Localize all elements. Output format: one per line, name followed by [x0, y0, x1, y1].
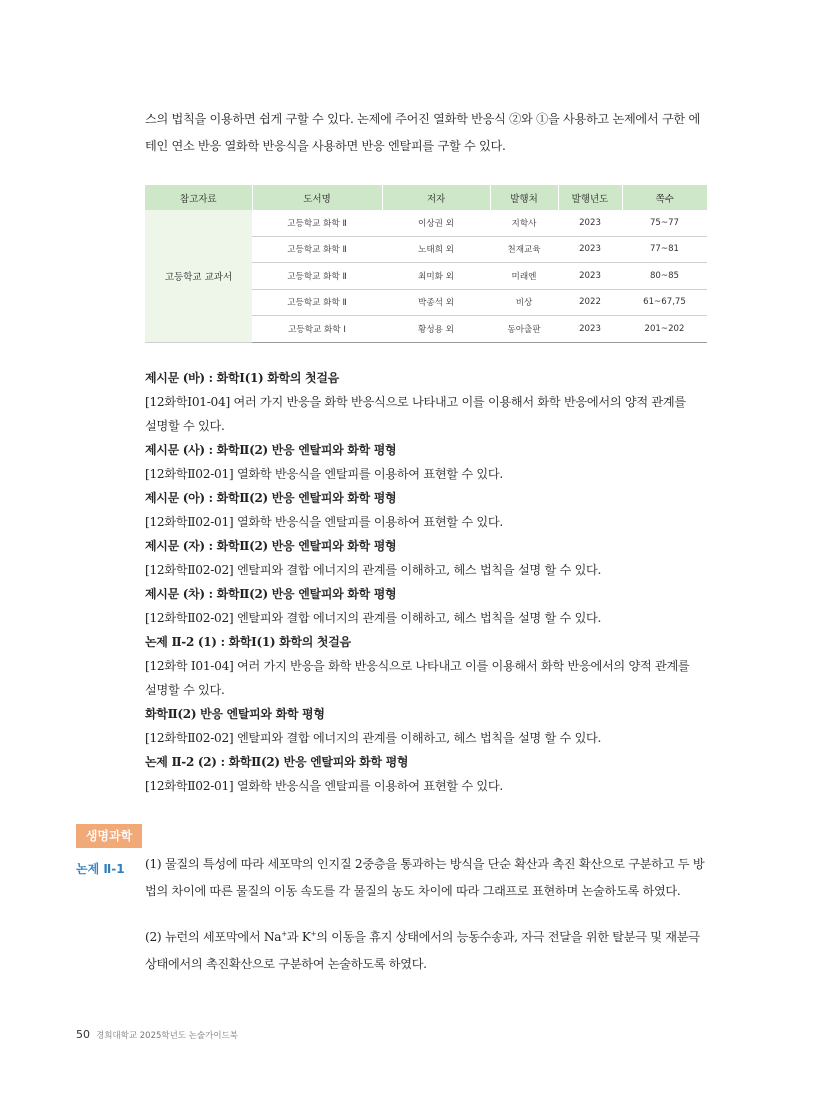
question-label: 논제 Ⅱ-1	[76, 862, 125, 876]
table-cell: 황성용 외	[382, 316, 490, 343]
standard-line: 설명할 수 있다.	[145, 419, 225, 433]
table-cell: 천재교육	[490, 236, 558, 263]
table-cell: 201~202	[622, 316, 707, 343]
table-cell: 최미화 외	[382, 263, 490, 290]
page-footer	[76, 1028, 238, 1041]
superscript: +	[310, 930, 317, 938]
text-segment: 과 K	[286, 930, 311, 945]
table-cell: 2023	[558, 316, 622, 343]
standard-line: [12화학Ⅱ02-01] 열화학 반응식을 엔탈피를 이용하여 표현할 수 있다.	[145, 779, 503, 793]
category-cell: 고등학교 교과서	[145, 210, 252, 342]
table-cell: 고등학교 화학 Ⅰ	[252, 316, 382, 343]
description-line: 상태에서의 촉진확산으로 구분하여 논술하도록 하였다.	[145, 957, 427, 972]
standard-line: 설명할 수 있다.	[145, 683, 225, 697]
footer-title: 경희대학교 2025학년도 논술가이드북	[96, 1031, 238, 1041]
description-line	[145, 921, 715, 951]
table-row	[145, 210, 707, 236]
description-line: (1) 물질의 특성에 따라 세포막의 인지질 2중층을 통과하는 방식을 단순 확산과 촉진 확산으로 구분하고 두 방	[145, 857, 705, 871]
table-cell: 동아출판	[490, 316, 558, 343]
heading-line: 제시문 (바) : 화학Ⅰ(1) 화학의 첫걸음	[145, 371, 339, 385]
table-cell: 비상	[490, 289, 558, 316]
table-cell: 80~85	[622, 263, 707, 290]
intro-paragraph	[145, 106, 715, 160]
section-badge: 생명과학	[76, 824, 142, 848]
table-header: 참고자료	[145, 185, 252, 210]
table-cell: 고등학교 화학 Ⅱ	[252, 210, 382, 236]
curriculum-list	[145, 366, 715, 798]
text-segment: (2) 뉴런의 세포막에서 Na	[145, 930, 282, 945]
question-description	[145, 851, 715, 978]
table-cell: 61~67,75	[622, 289, 707, 316]
standard-line: [12화학Ⅱ02-01] 열화학 반응식을 엔탈피를 이용하여 표현할 수 있다.	[145, 467, 503, 481]
table-header: 저자	[382, 185, 490, 210]
table-cell: 지학사	[490, 210, 558, 236]
table-header: 쪽수	[622, 185, 707, 210]
table-cell: 고등학교 화학 Ⅱ	[252, 289, 382, 316]
table-cell: 고등학교 화학 Ⅱ	[252, 263, 382, 290]
standard-line: [12화학 Ⅰ01-04] 여러 가지 반응을 화학 반응식으로 나타내고 이를 이용해서 화학 반응에서의 양적 관계를	[145, 659, 690, 673]
table-cell: 77~81	[622, 236, 707, 263]
standard-line: [12화학Ⅱ02-02] 엔탈피와 결합 에너지의 관계를 이해하고, 헤스 법칙을 설명 할 수 있다.	[145, 731, 602, 745]
table-header: 도서명	[252, 185, 382, 210]
table-cell: 고등학교 화학 Ⅱ	[252, 236, 382, 263]
description-line: 법의 차이에 따른 물질의 이동 속도를 각 물질의 농도 차이에 따라 그래프로 표현하며 논술하도록 하였다.	[145, 884, 681, 898]
heading-line: 제시문 (아) : 화학Ⅱ(2) 반응 엔탈피와 화학 평형	[145, 491, 397, 505]
heading-line: 제시문 (차) : 화학Ⅱ(2) 반응 엔탈피와 화학 평형	[145, 587, 397, 601]
standard-line: [12화학Ⅱ02-02] 엔탈피와 결합 에너지의 관계를 이해하고, 헤스 법칙을 설명 할 수 있다.	[145, 611, 602, 625]
heading-line: 논제 Ⅱ-2 (1) : 화학Ⅰ(1) 화학의 첫걸음	[145, 635, 351, 649]
table-cell: 이상권 외	[382, 210, 490, 236]
heading-line: 제시문 (자) : 화학Ⅱ(2) 반응 엔탈피와 화학 평형	[145, 539, 397, 553]
table-header-row	[145, 185, 707, 210]
table-cell: 75~77	[622, 210, 707, 236]
heading-line: 제시문 (사) : 화학Ⅱ(2) 반응 엔탈피와 화학 평형	[145, 443, 397, 457]
intro-line-2: 테인 연소 반응 열화학 반응식을 사용하면 반응 엔탈피를 구할 수 있다.	[145, 139, 506, 153]
heading-line: 화학Ⅱ(2) 반응 엔탈피와 화학 평형	[145, 707, 325, 721]
standard-line: [12화학Ⅱ02-01] 열화학 반응식을 엔탈피를 이용하여 표현할 수 있다.	[145, 515, 503, 529]
table-cell: 노태희 외	[382, 236, 490, 263]
table-cell: 2022	[558, 289, 622, 316]
superscript: +	[281, 930, 287, 938]
table-header: 발행년도	[558, 185, 622, 210]
standard-line: [12화학Ⅰ01-04] 여러 가지 반응을 화학 반응식으로 나타내고 이를 이용해서 화학 반응에서의 양적 관계를	[145, 395, 686, 409]
table-cell: 2023	[558, 263, 622, 290]
table-cell: 2023	[558, 210, 622, 236]
heading-line: 논제 Ⅱ-2 (2) : 화학Ⅱ(2) 반응 엔탈피와 화학 평형	[145, 755, 409, 769]
intro-line-1: 스의 법칙을 이용하면 쉽게 구할 수 있다. 논제에 주어진 열화학 반응식 ②와 ①을 사용하고 논제에서 구한 에	[145, 112, 700, 126]
table-cell: 박종석 외	[382, 289, 490, 316]
table-cell: 2023	[558, 236, 622, 263]
text-segment: 의 이동을 휴지 상태에서의 능동수송과, 자극 전달을 위한 탈분극 및 재분극	[316, 930, 700, 945]
table-header: 발행처	[490, 185, 558, 210]
page-number: 50	[76, 1028, 90, 1041]
standard-line: [12화학Ⅱ02-02] 엔탈피와 결합 에너지의 관계를 이해하고, 헤스 법칙을 설명 할 수 있다.	[145, 563, 602, 577]
table-cell: 미래엔	[490, 263, 558, 290]
reference-table	[145, 185, 707, 343]
